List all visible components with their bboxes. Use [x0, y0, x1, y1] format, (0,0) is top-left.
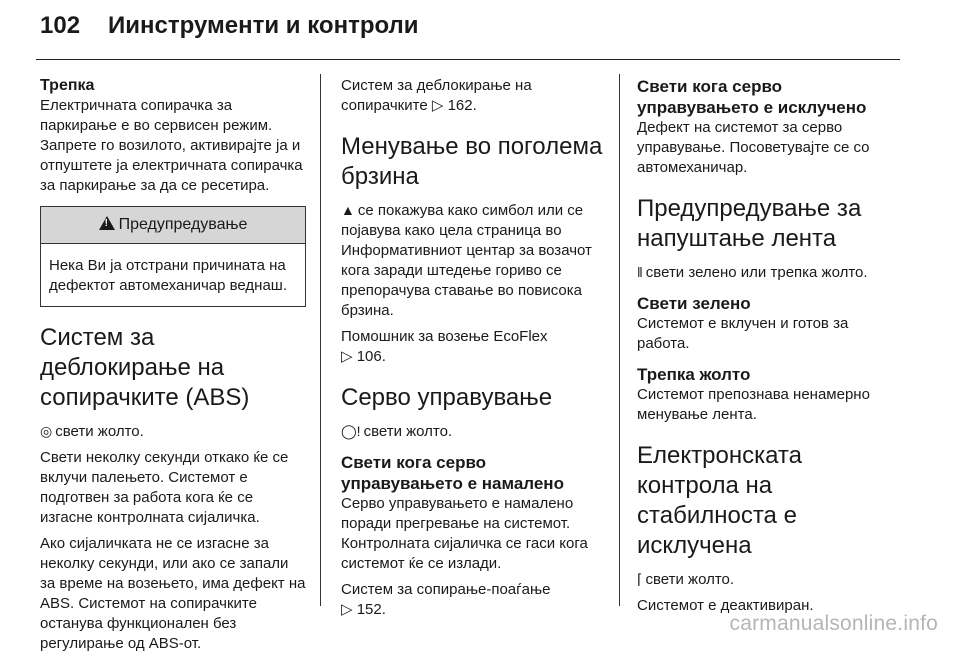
paragraph [341, 580, 607, 620]
paragraph: Системот е деактивиран. [637, 597, 814, 614]
section-title-upshift: Менување во поголема брзина [341, 133, 603, 190]
icon-text: свети жолто. [55, 423, 144, 440]
page-number: 102 [40, 12, 81, 39]
icon-text: свети зелено или трепка жолто. [645, 264, 868, 281]
abs-icon: ◎ [40, 423, 53, 439]
warning-triangle-icon [99, 216, 115, 230]
paragraph [637, 569, 903, 590]
page-ref-arrow-icon: ▷ [431, 97, 444, 114]
paragraph: Дефект на системот за серво управување. Посоветувајте се со автомеханичар. [637, 119, 870, 176]
steering-wheel-warning-icon: ◯! [341, 423, 361, 439]
icon-text: свети жолто. [363, 423, 453, 440]
ref-text: Систем за деблокирање на сопирачките [341, 77, 532, 114]
paragraph: Системот е вклучен и готов за работа. [637, 315, 849, 352]
page-ref[interactable]: 162. [447, 97, 477, 114]
esc-off-icon: ⌈ [637, 571, 643, 587]
paragraph [40, 421, 306, 442]
paragraph [637, 262, 903, 283]
paragraph [341, 200, 607, 321]
paragraph: Електричната сопирачка за паркирање е во сервисен режим. Запрете го возилото, активирајте ја и отпуштете ја електричната сопирачка за паркирање за да се ресетира. [40, 97, 303, 194]
paragraph: Системот препознава ненамерно менување лента. [637, 386, 870, 423]
section-title-trepka: Трепка [40, 77, 95, 94]
icon-text: свети жолто. [645, 571, 735, 588]
upshift-arrow-icon: ▲ [341, 202, 355, 218]
icon-text: се покажува како симбол или се појавува како цела страница во Информативниот центар за возачот кога заради штедење гориво се препорачува ставање во повисока брзина. [341, 202, 592, 319]
column-divider-1 [320, 74, 321, 606]
column-3 [637, 76, 903, 622]
paragraph: Серво управувањето е намалено поради прегревање на системот. Контролната сијаличка се гаси кога системот ќе се излади. [341, 495, 588, 572]
column-1 [40, 76, 306, 660]
watermark: carmanualsonline.info [729, 612, 938, 635]
column-divider-2 [619, 74, 620, 606]
page-ref[interactable]: 152. [356, 601, 386, 618]
lane-departure-icon: ‖ [637, 264, 643, 280]
paragraph [341, 327, 607, 367]
page-header [40, 12, 419, 48]
paragraph: Ако сијаличката не се изгасне за неколку секунди, или ако се запали за време на возењето, има дефект на ABS. Системот на сопирачките останува функционален без регулирање од ABS-от. [40, 535, 306, 652]
section-title-abs: Систем за деблокирање на сопирачките (ABS) [40, 324, 250, 411]
paragraph: Свети неколку секунди откако ќе се вклучи палењето. Системот е подготвен за работа кога ќе се изгасне контролната сијаличка. [40, 449, 289, 526]
header-rule [36, 59, 900, 60]
warning-body: Нека Ви ја отстрани причината на дефектот автомеханичар веднаш. [49, 257, 288, 294]
column-2 [341, 76, 607, 626]
section-title-power-steering: Серво управување [341, 384, 553, 411]
page-ref-arrow-icon: ▷ [341, 348, 353, 365]
warning-box [40, 206, 306, 307]
page-ref-arrow-icon: ▷ [341, 601, 353, 618]
section-title-esc-off: Електронската контрола на стабилноста е исклучена [637, 442, 802, 559]
paragraph [341, 421, 607, 442]
chapter-title: Иинструменти и контроли [108, 12, 419, 39]
section-title-lane-departure: Предупредување за напуштање лента [637, 195, 862, 252]
page-ref[interactable]: 106. [356, 348, 386, 365]
subsection-title: Свети зелено [637, 294, 751, 313]
warning-header [41, 207, 305, 244]
subsection-title: Трепка жолто [637, 365, 751, 384]
ref-text: Систем за сопирање-поаѓање [341, 581, 551, 598]
subsection-title: Свети кога серво управувањето е исклучено [637, 77, 867, 117]
paragraph [341, 76, 607, 116]
warning-title: Предупредување [118, 216, 248, 233]
subsection-title: Свети кога серво управувањето е намалено [341, 453, 564, 493]
ref-text: Помошник за возење EcoFlex [341, 328, 548, 345]
